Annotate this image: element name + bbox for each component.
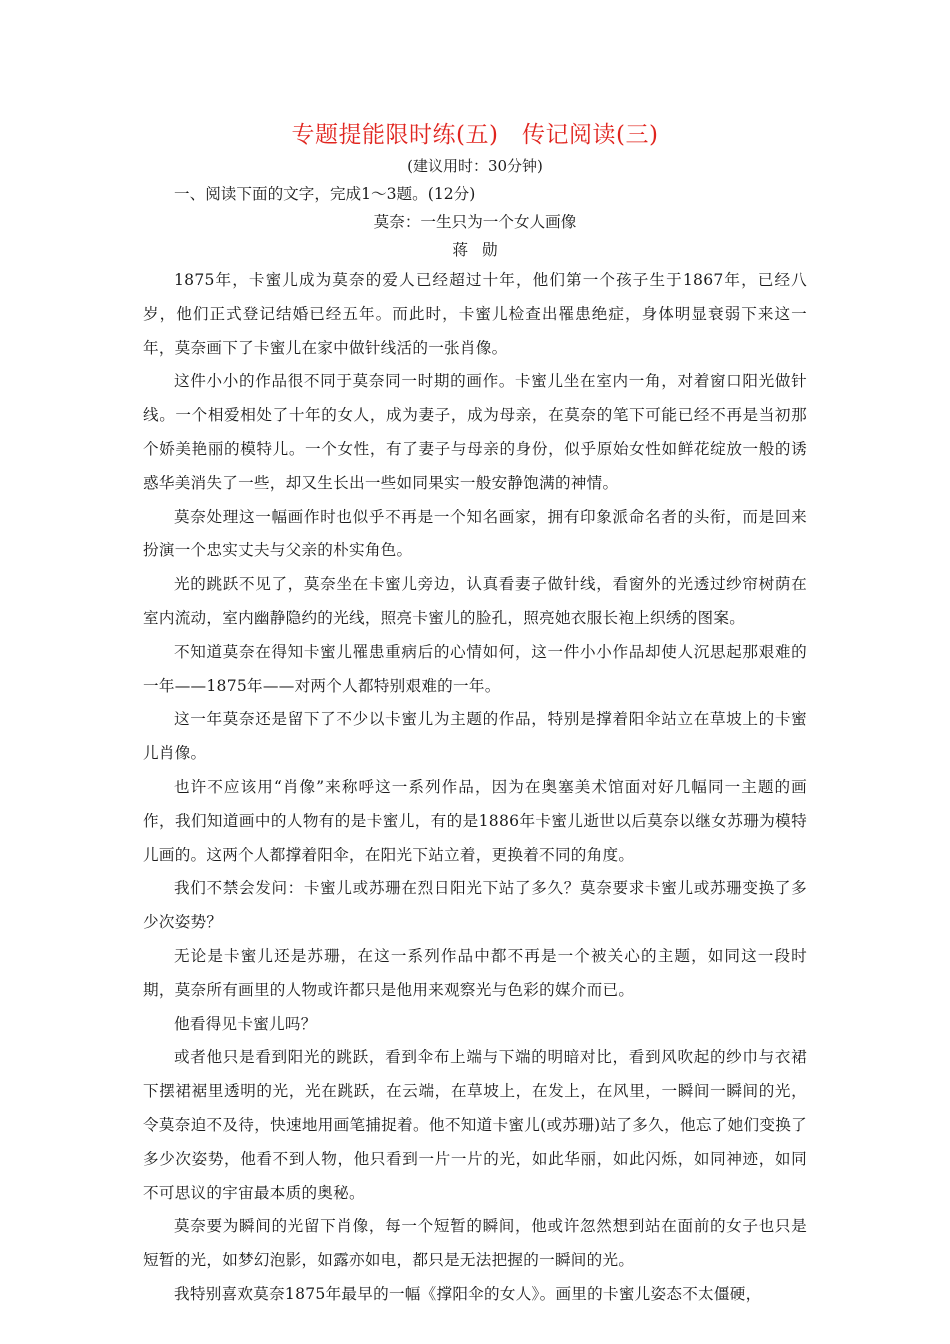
paragraph-11: 或者他只是看到阳光的跳跃，看到伞布上端与下端的明暗对比，看到风吹起的纱巾与衣裙下摆裙裾里透明的光，光在跳跃，在云端，在草坡上，在发上，在风里，一瞬间一瞬间的光，令莫奈迫不及待，快速地用画笔捕捉着。他不知道卡蜜儿(或苏珊)站了多久，他忘了她们变换了多少次姿势，他看不到人物，他只看到一片一片的光，如此华丽，如此闪烁，如同神迹，如同不可思议的宇宙最本质的奥秘。	[143, 1048, 807, 1202]
paragraph-2: 这件小小的作品很不同于莫奈同一时期的画作。卡蜜儿坐在室内一角，对着窗口阳光做针线。一个相爱相处了十年的女人，成为妻子，成为母亲，在莫奈的笔下可能已经不再是当初那个娇美艳丽的模特儿。一个女性，有了妻子与母亲的身份，似乎原始女性如鲜花绽放一般的诱惑华美消失了一些，却又生长出一些如同果实一般安静饱满的神情。	[143, 372, 807, 492]
paragraph-12: 莫奈要为瞬间的光留下肖像，每一个短暂的瞬间，他或许忽然想到站在面前的女子也只是短暂的光，如梦幻泡影，如露亦如电，都只是无法把握的一瞬间的光。	[143, 1217, 807, 1270]
paragraph-1: 1875年，卡蜜儿成为莫奈的爱人已经超过十年，他们第一个孩子生于1867年，已经八岁，他们正式登记结婚已经五年。而此时，卡蜜儿检查出罹患绝症，身体明显衰弱下来这一年，莫奈画下了卡蜜儿在家中做针线活的一张肖像。	[143, 271, 807, 357]
paragraph-3: 莫奈处理这一幅画作时也似乎不再是一个知名画家，拥有印象派命名者的头衔，而是回来扮演一个忠实丈夫与父亲的朴实角色。	[143, 507, 807, 560]
paragraph-10: 他看得见卡蜜儿吗？	[174, 1014, 317, 1033]
section-lead: 一、阅读下面的文字，完成1～3题。(12分)	[174, 185, 476, 203]
paragraph-7: 也许不应该用“肖像”来称呼这一系列作品，因为在奥塞美术馆面对好几幅同一主题的画作，我们知道画中的人物有的是卡蜜儿，有的是1886年卡蜜儿逝世以后莫奈以继女苏珊为模特儿画的。这两个人都撑着阳伞，在阳光下站立着，更换着不同的角度。	[143, 777, 807, 864]
paragraph-13: 我特别喜欢莫奈1875年最早的一幅《撑阳伞的女人》。画里的卡蜜儿姿态不太僵硬，	[174, 1284, 762, 1303]
paragraph-4: 光的跳跃不见了，莫奈坐在卡蜜儿旁边，认真看妻子做针线，看窗外的光透过纱帘树荫在室内流动，室内幽静隐约的光线，照亮卡蜜儿的脸孔，照亮她衣服长袍上织绣的图案。	[143, 575, 807, 627]
page-title: 专题提能限时练(五) 传记阅读(三)	[291, 122, 659, 148]
time-hint: (建议用时：30分钟)	[407, 157, 543, 175]
article-body	[143, 264, 807, 1312]
document-page	[143, 118, 807, 1312]
paragraph-8: 我们不禁会发问：卡蜜儿或苏珊在烈日阳光下站了多久？莫奈要求卡蜜儿或苏珊变换了多少次姿势？	[143, 879, 807, 932]
article-author: 蒋勋	[452, 241, 512, 259]
article-title: 莫奈：一生只为一个女人画像	[373, 213, 577, 231]
paragraph-6: 这一年莫奈还是留下了不少以卡蜜儿为主题的作品，特别是撑着阳伞站立在草坡上的卡蜜儿肖像。	[143, 710, 807, 763]
paragraph-9: 无论是卡蜜儿还是苏珊，在这一系列作品中都不再是一个被关心的主题，如同这一段时期，莫奈所有画里的人物或许都只是他用来观察光与色彩的媒介而已。	[143, 946, 807, 999]
paragraph-5: 不知道莫奈在得知卡蜜儿罹患重病后的心情如何，这一件小小作品却使人沉思起那艰难的一年——1875年——对两个人都特别艰难的一年。	[143, 642, 807, 695]
